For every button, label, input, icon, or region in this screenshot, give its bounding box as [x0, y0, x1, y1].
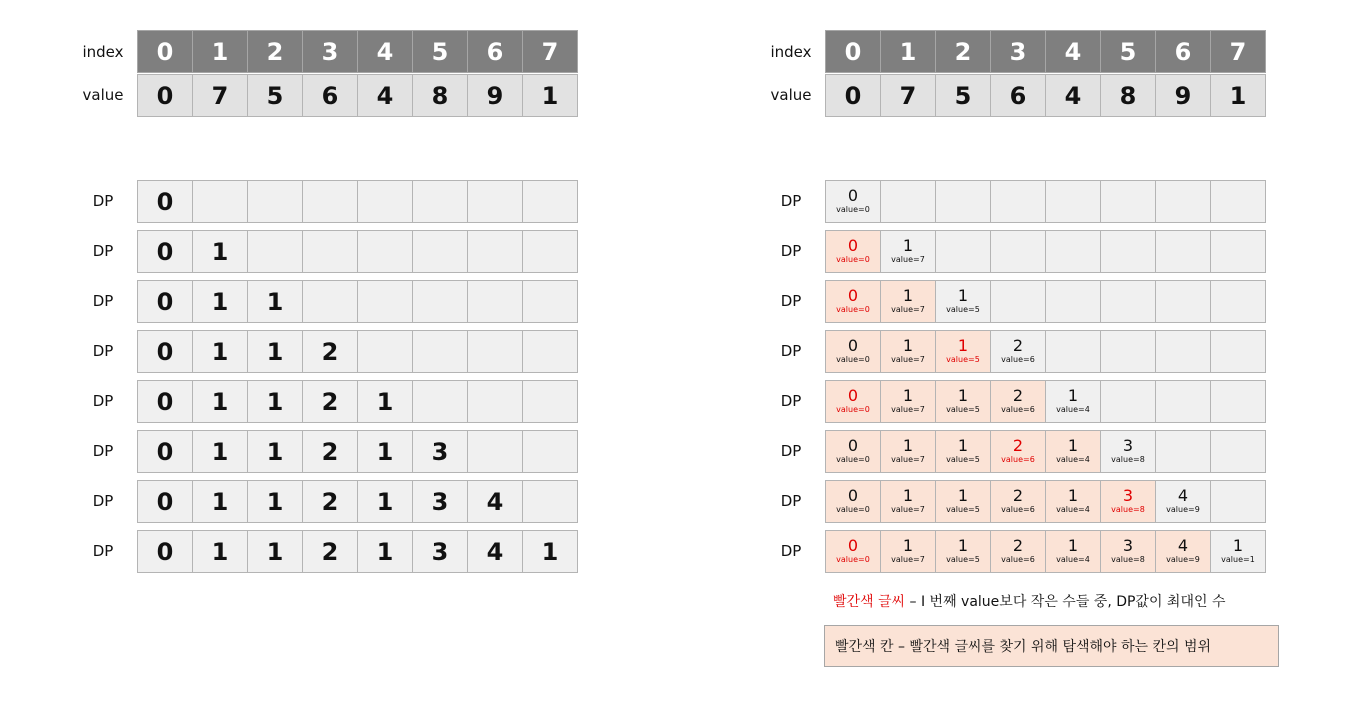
left-value-cell: 7 — [192, 74, 248, 117]
left-index-row — [137, 30, 578, 73]
left-dp-row — [137, 480, 578, 523]
dp-value: 1 — [902, 436, 914, 455]
dp-value: 2 — [1012, 436, 1024, 455]
left-dp-cell: 0 — [137, 430, 193, 473]
left-dp-cell: 1 — [192, 480, 248, 523]
dp-value: 2 — [1012, 336, 1024, 355]
right-dp-cell — [1210, 430, 1266, 473]
dp-value: 1 — [1067, 386, 1079, 405]
right-dp-row — [825, 180, 1266, 223]
dp-value: 1 — [957, 436, 969, 455]
left-dp-cell — [522, 380, 578, 423]
left-index-cell: 6 — [467, 30, 523, 73]
right-value-label: value — [770, 86, 812, 104]
left-dp-cell: 3 — [412, 480, 468, 523]
left-dp-cell: 1 — [247, 430, 303, 473]
right-dp-cell — [880, 380, 936, 423]
left-dp-cell — [467, 380, 523, 423]
right-dp-cell — [935, 230, 991, 273]
left-dp-cell: 1 — [247, 380, 303, 423]
left-value-label: value — [82, 86, 124, 104]
left-dp-cell: 1 — [192, 380, 248, 423]
right-dp-cell — [1045, 530, 1101, 573]
left-dp-cell — [467, 230, 523, 273]
right-value-cell: 5 — [935, 74, 991, 117]
left-index-cell: 1 — [192, 30, 248, 73]
right-value-cell: 6 — [990, 74, 1046, 117]
dp-value: 0 — [847, 236, 859, 255]
right-dp-label: DP — [780, 492, 802, 510]
left-dp-cell — [302, 280, 358, 323]
right-dp-cell — [880, 280, 936, 323]
left-dp-row — [137, 280, 578, 323]
left-dp-cell: 1 — [357, 430, 413, 473]
right-index-label: index — [770, 43, 812, 61]
dp-value: 1 — [902, 336, 914, 355]
cell-value-note: value=4 — [1056, 405, 1090, 414]
right-dp-cell — [1155, 430, 1211, 473]
dp-value: 1 — [902, 486, 914, 505]
right-dp-cell — [990, 380, 1046, 423]
left-dp-cell — [522, 280, 578, 323]
cell-value-note: value=7 — [891, 255, 925, 264]
right-dp-cell — [990, 330, 1046, 373]
right-value-cell: 0 — [825, 74, 881, 117]
left-index-cell: 7 — [522, 30, 578, 73]
cell-value-note: value=5 — [946, 405, 980, 414]
left-dp-cell: 0 — [137, 530, 193, 573]
dp-value: 1 — [957, 286, 969, 305]
right-dp-cell — [1045, 180, 1101, 223]
right-dp-cell — [1210, 480, 1266, 523]
left-value-cell: 4 — [357, 74, 413, 117]
right-index-cell: 5 — [1100, 30, 1156, 73]
left-dp-cell — [302, 180, 358, 223]
red-text-legend-label: 빨간색 글씨 — [833, 594, 906, 610]
dp-value: 0 — [847, 286, 859, 305]
cell-value-note: value=0 — [836, 555, 870, 564]
left-dp-label: DP — [92, 342, 114, 360]
right-dp-cell — [825, 180, 881, 223]
left-index-cell: 5 — [412, 30, 468, 73]
left-dp-row — [137, 330, 578, 373]
cell-value-note: value=5 — [946, 355, 980, 364]
cell-value-note: value=0 — [836, 305, 870, 314]
left-index-cell: 2 — [247, 30, 303, 73]
cell-value-note: value=8 — [1111, 555, 1145, 564]
cell-value-note: value=7 — [891, 305, 925, 314]
right-dp-cell — [935, 430, 991, 473]
right-index-cell: 7 — [1210, 30, 1266, 73]
left-dp-cell — [467, 430, 523, 473]
right-dp-row — [825, 280, 1266, 323]
left-dp-label: DP — [92, 392, 114, 410]
dp-value: 1 — [902, 236, 914, 255]
right-dp-cell — [990, 280, 1046, 323]
left-dp-row — [137, 230, 578, 273]
left-value-cell: 8 — [412, 74, 468, 117]
left-dp-cell: 3 — [412, 530, 468, 573]
right-dp-cell — [880, 330, 936, 373]
left-dp-label: DP — [92, 192, 114, 210]
right-dp-row — [825, 330, 1266, 373]
cell-value-note: value=8 — [1111, 455, 1145, 464]
right-index-cell: 1 — [880, 30, 936, 73]
left-dp-cell — [192, 180, 248, 223]
left-value-row — [137, 74, 578, 117]
dp-value: 2 — [1012, 486, 1024, 505]
left-dp-cell: 2 — [302, 480, 358, 523]
left-dp-cell: 1 — [357, 380, 413, 423]
right-dp-cell — [990, 230, 1046, 273]
right-dp-row — [825, 380, 1266, 423]
dp-value: 0 — [847, 486, 859, 505]
cell-value-note: value=6 — [1001, 355, 1035, 364]
left-value-cell: 6 — [302, 74, 358, 117]
left-dp-cell: 2 — [302, 330, 358, 373]
dp-value: 0 — [847, 436, 859, 455]
left-dp-row — [137, 530, 578, 573]
dp-value: 1 — [902, 386, 914, 405]
left-dp-cell: 1 — [192, 430, 248, 473]
cell-value-note: value=4 — [1056, 505, 1090, 514]
left-dp-row — [137, 380, 578, 423]
right-dp-row — [825, 230, 1266, 273]
left-index-cell: 0 — [137, 30, 193, 73]
left-dp-cell: 1 — [247, 280, 303, 323]
red-text-legend — [833, 591, 1225, 611]
right-dp-cell — [990, 180, 1046, 223]
left-dp-label: DP — [92, 442, 114, 460]
cell-value-note: value=0 — [836, 455, 870, 464]
cell-value-note: value=1 — [1221, 555, 1255, 564]
left-dp-cell — [412, 280, 468, 323]
right-dp-cell — [1100, 430, 1156, 473]
left-dp-cell — [522, 330, 578, 373]
right-dp-label: DP — [780, 342, 802, 360]
left-dp-cell: 2 — [302, 530, 358, 573]
left-dp-cell: 2 — [302, 430, 358, 473]
cell-value-note: value=5 — [946, 555, 980, 564]
right-index-cell: 2 — [935, 30, 991, 73]
cell-value-note: value=7 — [891, 355, 925, 364]
left-dp-cell — [412, 380, 468, 423]
left-value-cell: 5 — [247, 74, 303, 117]
cell-value-note: value=0 — [836, 405, 870, 414]
dp-value: 1 — [957, 386, 969, 405]
right-dp-cell — [1155, 330, 1211, 373]
dp-value: 1 — [957, 486, 969, 505]
right-value-cell: 1 — [1210, 74, 1266, 117]
right-dp-cell — [1155, 480, 1211, 523]
left-dp-cell — [357, 330, 413, 373]
red-cell-legend — [824, 625, 1279, 667]
right-dp-cell — [1155, 230, 1211, 273]
right-dp-cell — [880, 530, 936, 573]
left-dp-cell: 1 — [522, 530, 578, 573]
left-dp-cell — [467, 330, 523, 373]
dp-value: 1 — [957, 536, 969, 555]
left-dp-cell — [412, 180, 468, 223]
left-dp-cell: 4 — [467, 530, 523, 573]
right-dp-cell — [825, 330, 881, 373]
right-index-row — [825, 30, 1266, 73]
left-dp-cell: 1 — [357, 480, 413, 523]
right-dp-cell — [935, 330, 991, 373]
cell-value-note: value=7 — [891, 405, 925, 414]
cell-value-note: value=6 — [1001, 505, 1035, 514]
right-dp-cell — [1210, 380, 1266, 423]
right-dp-row — [825, 480, 1266, 523]
left-dp-cell — [357, 280, 413, 323]
right-dp-label: DP — [780, 192, 802, 210]
right-dp-cell — [990, 530, 1046, 573]
right-dp-cell — [1100, 530, 1156, 573]
cell-value-note: value=5 — [946, 505, 980, 514]
left-value-cell: 9 — [467, 74, 523, 117]
dp-value: 2 — [1012, 536, 1024, 555]
right-dp-cell — [1100, 380, 1156, 423]
left-dp-cell — [467, 280, 523, 323]
left-index-label: index — [82, 43, 124, 61]
right-dp-cell — [1045, 230, 1101, 273]
right-dp-cell — [825, 230, 881, 273]
right-dp-cell — [1210, 530, 1266, 573]
cell-value-note: value=6 — [1001, 555, 1035, 564]
right-dp-cell — [880, 430, 936, 473]
cell-value-note: value=0 — [836, 505, 870, 514]
dp-value: 2 — [1012, 386, 1024, 405]
dp-value: 0 — [847, 186, 859, 205]
right-dp-cell — [990, 430, 1046, 473]
left-value-cell: 1 — [522, 74, 578, 117]
right-dp-cell — [1100, 480, 1156, 523]
left-dp-cell: 1 — [192, 330, 248, 373]
left-dp-cell — [247, 180, 303, 223]
right-value-cell: 9 — [1155, 74, 1211, 117]
right-dp-cell — [1210, 330, 1266, 373]
right-dp-cell — [880, 180, 936, 223]
cell-value-note: value=7 — [891, 505, 925, 514]
right-dp-label: DP — [780, 442, 802, 460]
right-dp-cell — [1100, 230, 1156, 273]
left-dp-label: DP — [92, 292, 114, 310]
right-dp-cell — [935, 380, 991, 423]
right-dp-label: DP — [780, 392, 802, 410]
right-index-cell: 4 — [1045, 30, 1101, 73]
left-dp-row — [137, 430, 578, 473]
right-dp-cell — [1100, 280, 1156, 323]
right-dp-cell — [1210, 230, 1266, 273]
cell-value-note: value=0 — [836, 205, 870, 214]
left-dp-cell: 2 — [302, 380, 358, 423]
right-dp-cell — [1045, 330, 1101, 373]
left-dp-cell: 0 — [137, 330, 193, 373]
right-dp-cell — [935, 530, 991, 573]
left-dp-cell — [522, 230, 578, 273]
cell-value-note: value=7 — [891, 455, 925, 464]
right-dp-cell — [935, 280, 991, 323]
dp-value: 1 — [1067, 536, 1079, 555]
cell-value-note: value=6 — [1001, 455, 1035, 464]
right-dp-cell — [825, 280, 881, 323]
right-dp-cell — [1045, 280, 1101, 323]
left-dp-row — [137, 180, 578, 223]
right-index-cell: 6 — [1155, 30, 1211, 73]
dp-value: 1 — [902, 286, 914, 305]
left-dp-cell: 1 — [247, 480, 303, 523]
right-dp-label: DP — [780, 242, 802, 260]
right-dp-label: DP — [780, 292, 802, 310]
right-dp-cell — [1100, 330, 1156, 373]
right-dp-cell — [1155, 530, 1211, 573]
right-dp-cell — [1045, 430, 1101, 473]
dp-value: 4 — [1177, 486, 1189, 505]
left-dp-cell: 1 — [192, 530, 248, 573]
left-dp-cell: 0 — [137, 280, 193, 323]
right-dp-cell — [1155, 280, 1211, 323]
right-dp-cell — [1210, 180, 1266, 223]
right-dp-cell — [1210, 280, 1266, 323]
right-index-cell: 3 — [990, 30, 1046, 73]
left-dp-cell: 1 — [247, 530, 303, 573]
left-dp-cell — [357, 230, 413, 273]
left-dp-cell — [522, 480, 578, 523]
red-text-legend-desc: – I 번째 value보다 작은 수들 중, DP값이 최대인 수 — [905, 594, 1226, 610]
dp-value: 3 — [1122, 436, 1134, 455]
left-dp-cell: 1 — [192, 230, 248, 273]
left-dp-cell: 3 — [412, 430, 468, 473]
cell-value-note: value=6 — [1001, 405, 1035, 414]
cell-value-note: value=8 — [1111, 505, 1145, 514]
left-dp-cell: 4 — [467, 480, 523, 523]
right-dp-label: DP — [780, 542, 802, 560]
left-dp-label: DP — [92, 492, 114, 510]
right-value-cell: 7 — [880, 74, 936, 117]
left-dp-cell: 0 — [137, 380, 193, 423]
dp-value: 4 — [1177, 536, 1189, 555]
right-index-cell: 0 — [825, 30, 881, 73]
cell-value-note: value=5 — [946, 455, 980, 464]
right-dp-cell — [1155, 180, 1211, 223]
left-dp-cell: 1 — [192, 280, 248, 323]
cell-value-note: value=9 — [1166, 555, 1200, 564]
right-dp-row — [825, 530, 1266, 573]
left-dp-cell: 1 — [247, 330, 303, 373]
right-dp-row — [825, 430, 1266, 473]
left-dp-cell: 0 — [137, 480, 193, 523]
right-dp-cell — [1045, 480, 1101, 523]
left-dp-cell — [302, 230, 358, 273]
right-dp-cell — [825, 430, 881, 473]
right-dp-cell — [990, 480, 1046, 523]
right-dp-cell — [825, 530, 881, 573]
left-dp-cell — [412, 330, 468, 373]
right-dp-cell — [825, 480, 881, 523]
left-dp-cell: 0 — [137, 230, 193, 273]
left-dp-cell — [412, 230, 468, 273]
left-dp-cell — [467, 180, 523, 223]
right-value-row — [825, 74, 1266, 117]
cell-value-note: value=9 — [1166, 505, 1200, 514]
dp-value: 1 — [1067, 436, 1079, 455]
right-dp-cell — [1100, 180, 1156, 223]
dp-value: 1 — [1067, 486, 1079, 505]
right-dp-cell — [935, 180, 991, 223]
cell-value-note: value=0 — [836, 255, 870, 264]
left-dp-cell — [247, 230, 303, 273]
dp-value: 1 — [957, 336, 969, 355]
left-value-cell: 0 — [137, 74, 193, 117]
right-value-cell: 4 — [1045, 74, 1101, 117]
left-index-cell: 4 — [357, 30, 413, 73]
red-cell-legend-text: 빨간색 칸 – 빨간색 글씨를 찾기 위해 탐색해야 하는 칸의 범위 — [835, 639, 1212, 655]
right-dp-cell — [880, 480, 936, 523]
right-dp-cell — [825, 380, 881, 423]
right-dp-cell — [1155, 380, 1211, 423]
cell-value-note: value=5 — [946, 305, 980, 314]
dp-value: 1 — [902, 536, 914, 555]
dp-value: 1 — [1232, 536, 1244, 555]
right-dp-cell — [880, 230, 936, 273]
left-dp-cell — [522, 180, 578, 223]
left-index-cell: 3 — [302, 30, 358, 73]
dp-value: 3 — [1122, 486, 1134, 505]
left-dp-label: DP — [92, 242, 114, 260]
cell-value-note: value=4 — [1056, 555, 1090, 564]
dp-value: 0 — [847, 386, 859, 405]
dp-value: 0 — [847, 536, 859, 555]
cell-value-note: value=7 — [891, 555, 925, 564]
cell-value-note: value=4 — [1056, 455, 1090, 464]
left-dp-cell: 1 — [357, 530, 413, 573]
dp-value: 0 — [847, 336, 859, 355]
right-dp-cell — [1045, 380, 1101, 423]
dp-value: 3 — [1122, 536, 1134, 555]
left-dp-cell — [357, 180, 413, 223]
right-dp-cell — [935, 480, 991, 523]
left-dp-label: DP — [92, 542, 114, 560]
right-value-cell: 8 — [1100, 74, 1156, 117]
left-dp-cell: 0 — [137, 180, 193, 223]
cell-value-note: value=0 — [836, 355, 870, 364]
left-dp-cell — [522, 430, 578, 473]
